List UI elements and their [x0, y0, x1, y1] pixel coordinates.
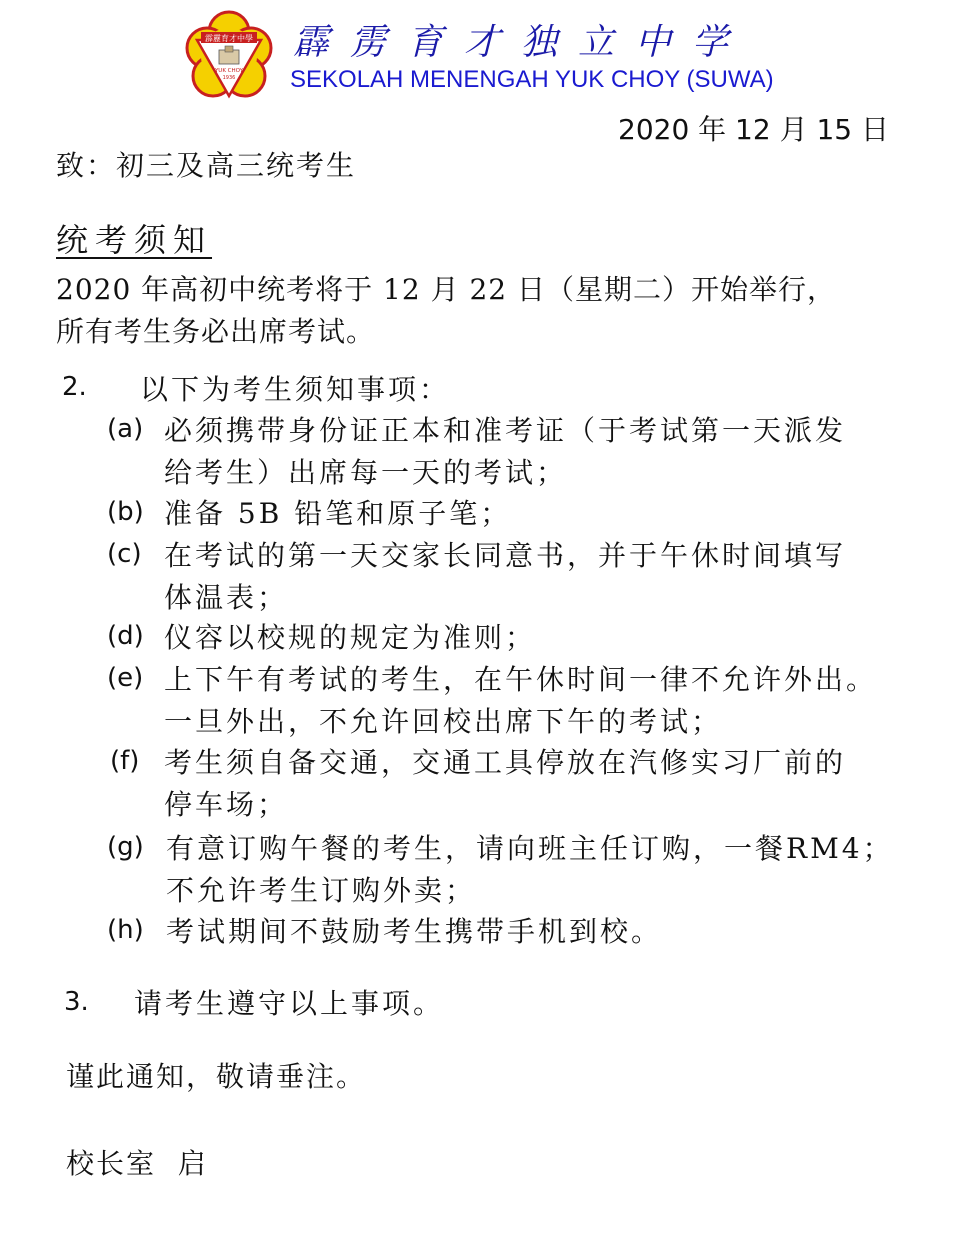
- item-g-line-2: 不允许考生订购外卖；: [166, 874, 477, 907]
- item-g-line-1: 有意订购午餐的考生，请向班主任订购，一餐RM4；: [166, 832, 894, 865]
- section-2-number: 2.: [62, 372, 87, 402]
- item-e-line-1: 上下午有考试的考生，在午休时间一律不允许外出。: [164, 663, 878, 696]
- item-f-line-1: 考生须自备交通，交通工具停放在汽修实习厂前的: [164, 746, 847, 779]
- section-2-heading: 以下为考生须知事项：: [140, 373, 451, 406]
- school-name-chinese: 霹雳育才独立中学: [293, 22, 750, 63]
- item-label-c: (c): [107, 539, 142, 569]
- item-label-d: (d): [107, 621, 144, 651]
- notice-title: 统考须知: [56, 221, 213, 259]
- item-label-a: (a): [107, 414, 144, 444]
- intro-line-1: 2020 年高初中统考将于 12 月 22 日（星期二）开始举行，: [56, 273, 837, 306]
- item-label-h: (h): [107, 915, 144, 945]
- item-a-line-1: 必须携带身份证正本和准考证（于考试第一天派发: [164, 414, 847, 447]
- school-name-malay: SEKOLAH MENENGAH YUK CHOY (SUWA): [290, 66, 774, 93]
- letter-date: 2020 年 12 月 15 日: [618, 113, 890, 146]
- item-c-line-2: 体温表；: [164, 581, 289, 614]
- item-label-e: (e): [107, 663, 144, 693]
- signature: 校长室 启: [66, 1147, 208, 1180]
- logo-text-bottom: YUK CHOY: [214, 68, 244, 74]
- item-a-line-2: 给考生）出席每一天的考试；: [164, 456, 568, 489]
- school-logo: [183, 10, 275, 102]
- item-b-line-1: 准备 5B 铅笔和原子笔；: [164, 497, 512, 530]
- item-label-b: (b): [107, 497, 144, 527]
- logo-year: 1936: [222, 75, 236, 81]
- item-c-line-1: 在考试的第一天交家长同意书，并于午休时间填写: [164, 539, 847, 572]
- logo-text-top: 霹靂育才中學: [205, 34, 253, 43]
- closing-line: 谨此通知，敬请垂注。: [66, 1060, 367, 1093]
- intro-line-2: 所有考生务必出席考试。: [56, 315, 376, 348]
- section-3-number: 3.: [64, 987, 89, 1017]
- item-d-line-1: 仪容以校规的规定为准则；: [164, 621, 537, 654]
- item-f-line-2: 停车场；: [164, 788, 289, 821]
- section-3-text: 请考生遵守以上事项。: [134, 987, 445, 1020]
- recipient-line: 致：初三及高三统考生: [56, 149, 357, 182]
- item-label-f: (f): [110, 746, 140, 776]
- item-e-line-2: 一旦外出，不允许回校出席下午的考试；: [164, 705, 723, 738]
- item-label-g: (g): [107, 832, 144, 862]
- item-h-line-1: 考试期间不鼓励考生携带手机到校。: [166, 915, 663, 948]
